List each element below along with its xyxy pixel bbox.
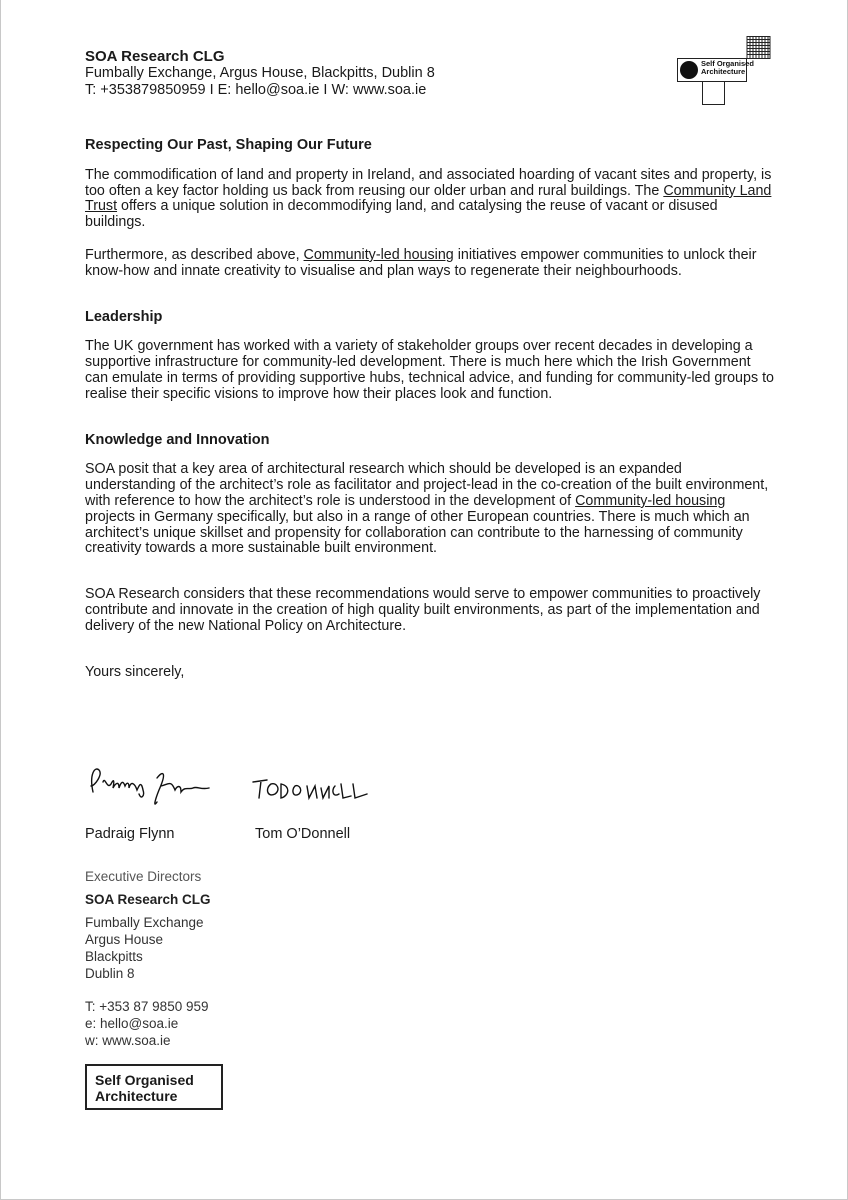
footer-logo-line1: Self Organised [95,1072,194,1088]
signatory-name-2: Tom O’Donnell [255,826,351,842]
footer-contact-block [85,868,211,1049]
signatory-name-1: Padraig Flynn [85,826,175,842]
paragraph-community-led [85,248,775,280]
footer-role: Executive Directors [85,869,202,884]
paragraph-leadership: The UK government has worked with a variety of stakeholder groups over recent decades in developing a supportive infrastructure for community-led development. There is much here which the Irish Government can emulate in terms of providing supportive hubs, technical advice, and funding for community-led groups to realise their specific visions to improve how their places look and function. [85,338,775,402]
signatures [85,760,485,820]
text: projects in Germany specifically, but also in a range of other European countries. There is much which an architect’s unique skillset and propensity for collaboration can contribute to the harnessing of community creativity towards a more sustainable built environment. [85,508,750,557]
letter-body [85,138,775,680]
footer-logo-line2: Architecture [95,1088,178,1104]
paragraph-summary: SOA Research considers that these recommendations would serve to empower communities to proactively contribute and innovate in the creation of high quality built environments, as part of the implementation and delivery of the new National Policy on Architecture. [85,586,761,634]
logo-text [701,60,754,76]
signature-padraig-flynn [91,769,209,804]
salutation: Yours sincerely, [85,663,185,680]
logo-text-line2: Architecture [701,67,746,76]
footer-tel: T: +353 87 9850 959 [85,999,209,1014]
footer-email[interactable]: e: hello@soa.ie [85,1016,179,1031]
text: Furthermore, as described above, [85,246,304,263]
footer-org: SOA Research CLG [85,892,211,907]
footer-address-2: Argus House [85,932,164,947]
signature-tom-odonnell [253,780,367,798]
footer-address-3: Blackpitts [85,949,143,964]
community-led-housing-link-2[interactable]: Community-led housing [575,492,726,509]
footer-web[interactable]: w: www.soa.ie [85,1033,171,1048]
paragraph-knowledge [85,462,775,557]
community-land-trust-link[interactable]: Community Land Trust [85,182,772,215]
letterhead-contact: T: +353879850959 I E: hello@soa.ie I W: www.soa.ie [85,82,427,98]
section-heading-leadership: Leadership [85,308,163,325]
footer-logo [85,1064,223,1110]
section-heading-past-future: Respecting Our Past, Shaping Our Future [85,137,372,153]
community-led-housing-link[interactable]: Community-led housing [303,246,454,263]
logo-text-line1: Self Organised [701,59,754,68]
text: SOA posit that a key area of architectural research which should be developed is an expanded understanding of the architect’s role as facilitator and project-lead in the co-creation of the built environment, with reference to how the architect’s role is understood in the development of [85,461,769,509]
footer-address-4: Dublin 8 [85,966,135,981]
text: offers a unique solution in decommodifying land, and catalysing the reuse of vacant or disused buildings. [85,198,718,231]
letterhead [85,48,435,99]
letterhead-org-name: SOA Research CLG [85,48,225,65]
footer-address-1: Fumbally Exchange [85,915,204,930]
text: initiatives empower communities to unlock their know-how and innate creativity to visualise and plan ways to regenerate their neighbourhoods. [85,246,757,279]
paragraph-commodification [85,168,775,231]
section-heading-knowledge: Knowledge and Innovation [85,431,270,448]
text: The commodification of land and property in Ireland, and associated hoarding of vacant sites and property, is too often a key factor holding us back from reusing our older urban and rural buildings. The [85,166,772,199]
letterhead-address: Fumbally Exchange, Argus House, Blackpitts, Dublin 8 [85,65,435,81]
